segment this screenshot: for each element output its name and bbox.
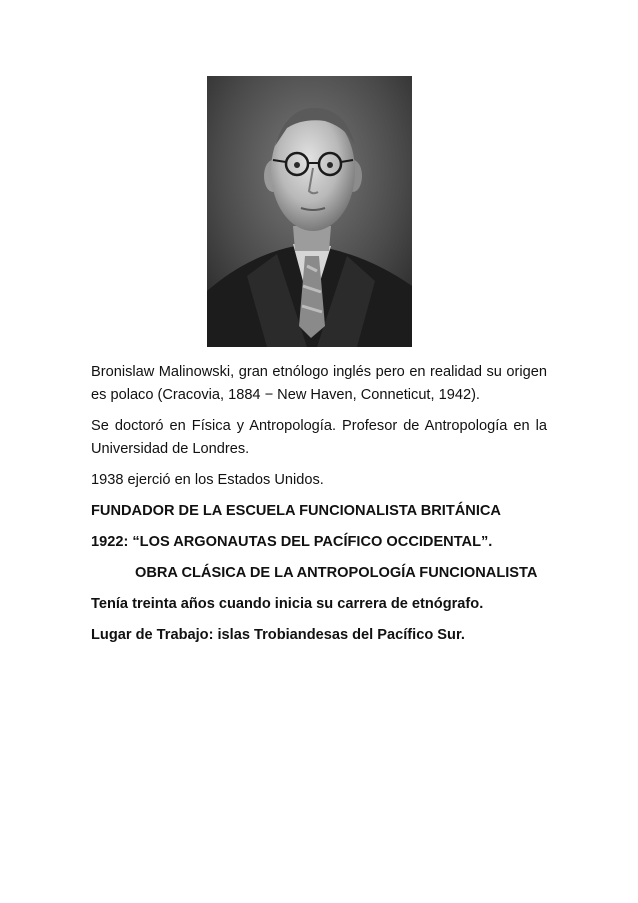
paragraph-founder: FUNDADOR DE LA ESCUELA FUNCIONALISTA BRITÁNICA [91,503,501,519]
paragraph-bio: Bronislaw Malinowski, gran etnólogo inglés pero en realidad su origen es polaco (Cracovia, 1884 − New Haven, Conneticut, 1942). [91,364,547,403]
paragraph-workplace: Lugar de Trabajo: islas Trobiandesas del Pacífico Sur. [91,627,465,643]
portrait-photo [207,76,412,347]
paragraph-usa: 1938 ejerció en los Estados Unidos. [91,472,324,488]
paragraph-education: Se doctoró en Física y Antropología. Profesor de Antropología en la Universidad de Londres. [91,418,547,457]
paragraph-argonautas: 1922: “LOS ARGONAUTAS DEL PACÍFICO OCCIDENTAL”. [91,534,493,550]
paragraph-classic-work: OBRA CLÁSICA DE LA ANTROPOLOGÍA FUNCIONALISTA [135,565,538,581]
paragraph-career: Tenía treinta años cuando inicia su carrera de etnógrafo. [91,596,484,612]
body-text [91,361,547,647]
